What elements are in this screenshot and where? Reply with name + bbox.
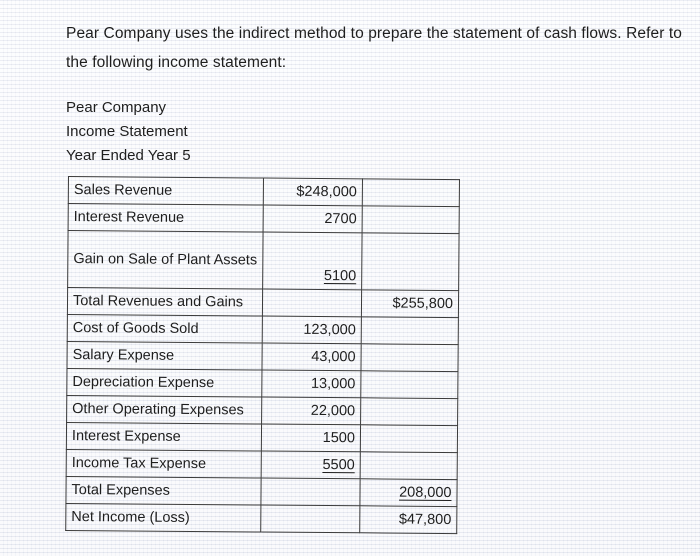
row-label: Interest Revenue: [68, 204, 263, 233]
table-row: [67, 314, 458, 344]
row-total: $255,800: [361, 290, 458, 318]
table-row: [66, 503, 457, 533]
row-label: Interest Expense: [66, 422, 261, 451]
row-total: $47,800: [360, 506, 457, 534]
statement-heading: [66, 96, 191, 168]
table-row: [67, 395, 458, 425]
row-total: [361, 398, 458, 426]
table-row: [66, 449, 457, 479]
statement-period: Year Ended Year 5: [66, 147, 191, 164]
row-label: Sales Revenue: [68, 177, 263, 206]
table-row: [68, 204, 459, 234]
row-amount: 5100: [323, 268, 357, 285]
table-row: [67, 341, 458, 371]
row-amount: 2700: [263, 205, 362, 233]
table-row: [66, 422, 457, 452]
row-label: Total Revenues and Gains: [67, 288, 262, 317]
row-total: [361, 317, 458, 345]
row-amount: [261, 505, 360, 533]
table-row: [68, 231, 459, 291]
row-label: Salary Expense: [67, 341, 262, 370]
row-label: Gain on Sale of Plant Assets: [73, 251, 258, 269]
row-label: Net Income (Loss): [66, 503, 261, 532]
row-label: Cost of Goods Sold: [67, 314, 262, 343]
company-name: Pear Company: [66, 99, 167, 116]
row-total: [362, 233, 459, 291]
table-row: [66, 476, 457, 506]
table-row: [67, 368, 458, 398]
row-amount: [261, 478, 360, 506]
row-amount: $248,000: [263, 178, 362, 206]
row-amount: 1500: [261, 424, 360, 452]
row-total: 208,000: [399, 484, 452, 502]
row-label: Total Expenses: [66, 476, 261, 505]
row-amount: 43,000: [262, 343, 361, 371]
row-label: Depreciation Expense: [67, 368, 262, 397]
row-total: [360, 452, 457, 480]
row-amount: 5500: [322, 457, 355, 474]
row-label: Other Operating Expenses: [67, 395, 262, 424]
row-total: [361, 371, 458, 399]
row-amount: 123,000: [262, 316, 361, 344]
table-row: [67, 288, 458, 318]
row-total: [361, 344, 458, 372]
table-row: [68, 177, 459, 207]
income-statement-table: [65, 176, 460, 534]
row-amount: [262, 289, 361, 317]
statement-name: Income Statement: [66, 123, 188, 140]
row-amount: 22,000: [262, 397, 361, 425]
row-total: [362, 179, 459, 207]
row-total: [360, 425, 457, 453]
row-total: [362, 206, 459, 234]
row-label: Income Tax Expense: [66, 449, 261, 478]
row-amount: 13,000: [262, 370, 361, 398]
question-text: Pear Company uses the indirect method to prepare the statement of cash flows. Refer to the following income statement:: [66, 25, 682, 71]
